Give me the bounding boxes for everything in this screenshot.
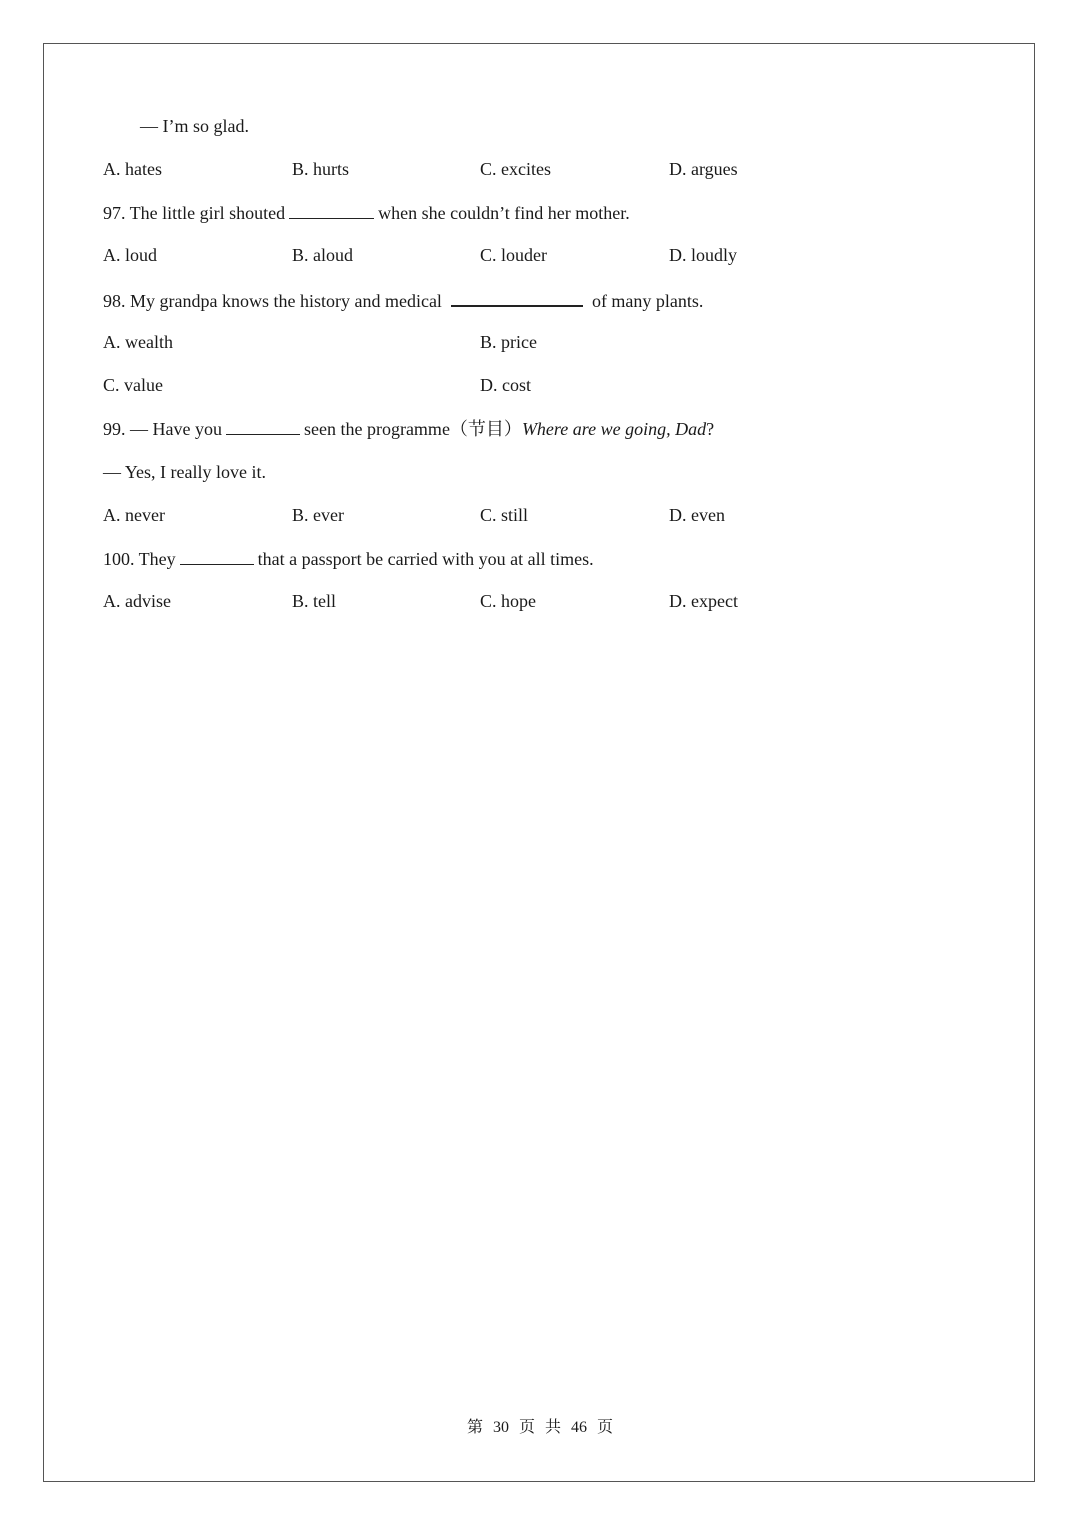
q98-option-a: A. wealth xyxy=(103,332,173,352)
q99-option-d: D. even xyxy=(669,505,725,525)
q97-option-d: D. loudly xyxy=(669,245,738,265)
q100-option-a: A. advise xyxy=(103,591,171,611)
page-number-footer: 第 30 页 共 46 页 xyxy=(466,1419,613,1436)
q100-stem-start: 100. They xyxy=(103,549,176,569)
q96-option-a: A. hates xyxy=(103,159,162,179)
q99-question xyxy=(103,417,714,440)
q97-option-b: B. aloud xyxy=(292,245,353,265)
q99-programme-title: Where are we going, Dad xyxy=(521,419,707,439)
q98-stem-end: of many plants. xyxy=(591,291,704,311)
q100-question xyxy=(103,547,594,570)
q99-stem-end: ? xyxy=(706,419,715,439)
q96-reply: — I’m so glad. xyxy=(140,116,249,136)
q98-option-c: C. value xyxy=(103,375,163,395)
q99-option-a: A. never xyxy=(103,505,165,525)
q100-option-c: C. hope xyxy=(480,591,536,611)
q99-reply: — Yes, I really love it. xyxy=(103,462,266,482)
q97-question xyxy=(103,201,630,224)
q96-option-d: D. argues xyxy=(669,159,738,179)
q96-option-c: C. excites xyxy=(480,159,551,179)
q98-option-b: B. price xyxy=(480,332,537,352)
q100-option-d: D. expect xyxy=(669,591,738,611)
q99-option-b: B. ever xyxy=(292,505,344,525)
q97-blank xyxy=(289,201,374,219)
q98-option-d: D. cost xyxy=(480,375,531,395)
q97-stem-start: 97. The little girl shouted xyxy=(103,203,286,223)
q100-stem-end: that a passport be carried with you at all times. xyxy=(257,549,594,569)
q100-option-b: B. tell xyxy=(292,591,336,611)
q99-stem-middle: seen the programme（节目） xyxy=(303,419,522,439)
q98-blank xyxy=(451,288,583,307)
q97-stem-end: when she couldn’t find her mother. xyxy=(378,203,630,223)
q99-option-c: C. still xyxy=(480,505,529,525)
q97-option-a: A. loud xyxy=(103,245,157,265)
q98-stem-start: 98. My grandpa knows the history and medical xyxy=(103,291,442,311)
q100-blank xyxy=(180,547,254,565)
q99-blank xyxy=(226,417,300,435)
q97-option-c: C. louder xyxy=(480,245,547,265)
q99-stem-start: 99. — Have you xyxy=(103,419,222,439)
q96-option-b: B. hurts xyxy=(292,159,350,179)
q98-question xyxy=(103,288,703,312)
